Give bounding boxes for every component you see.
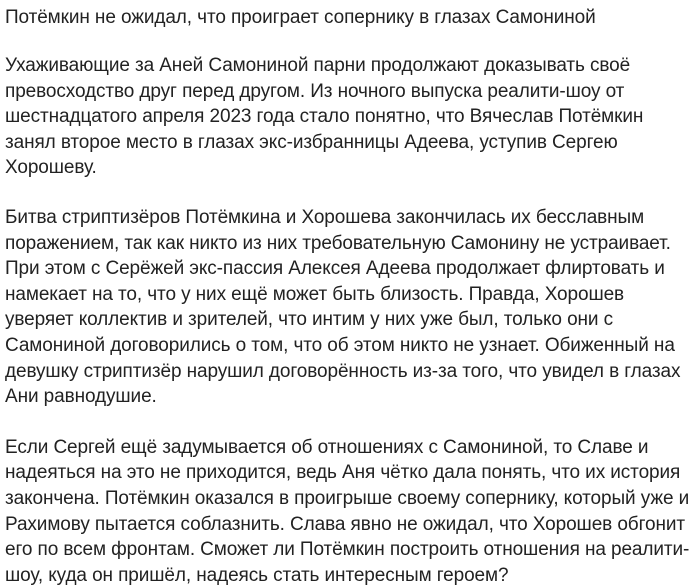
article [5,0,697,588]
article-paragraph-3: Если Сергей ещё задумывается об отношениях с Самониной, то Славе и надеяться на это не приходится, ведь Аня чётко дала понять, что их история закончена. Потёмкин оказался в проигрыше своему сопернику, который уже и Рахимову пытается соблазнить. Слава явно не ожидал, что Хорошев обгонит его по всем фронтам. Сможет ли Потёмкин построить отношения на реалити-шоу, куда он пришёл, надеясь стать интересным героем? [5,436,690,586]
article-paragraph-2: Битва стриптизёров Потёмкина и Хорошева закончилась их бесславным поражением, так как никто из них требовательную Самонину не устраивает. При этом с Серёжей экс-пассия Алексея Адеева продолжает флиртовать и намекает на то, что у них ещё может быть близость. Правда, Хорошев уверяет коллектив и зрителей, что интим у них уже был, только они с Самониной договорились о том, что об этом никто не узнает. Обиженный на девушку стриптизёр нарушил договорённость из-за того, что увидел в глазах Ани равнодушие. [5,206,681,408]
article-title: Потёмкин не ожидал, что проиграет сопернику в глазах Самониной [5,7,596,28]
article-paragraph-1: Ухаживающие за Аней Самониной парни продолжают доказывать своё превосходство друг перед другом. Из ночного выпуска реалити-шоу от шестнадцатого апреля 2023 года стало понятно, что Вячеслав Потёмкин занял второе место в глазах экс-избранницы Адеева, уступив Сергею Хорошеву. [5,55,644,179]
